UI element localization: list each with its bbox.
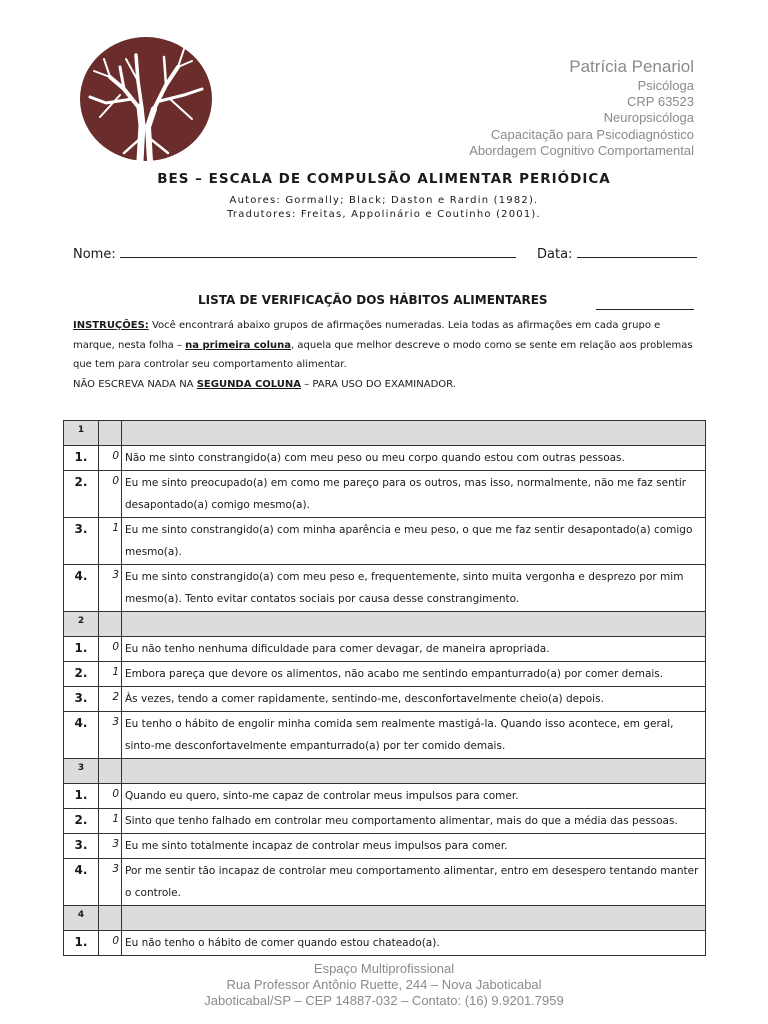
score-blank-line[interactable]: [596, 309, 694, 310]
statement-number[interactable]: 1.: [64, 931, 99, 956]
group-score-cell: [99, 612, 122, 637]
examiner-score: 3: [99, 565, 122, 612]
second-column-emphasis: SEGUNDA COLUNA: [196, 378, 302, 390]
statement-text: Embora pareça que devore os alimentos, não acabo me sentindo empanturrado(a) por comer demais.: [122, 662, 706, 687]
footer-line: Rua Professor Antônio Ruette, 244 – Nova Jaboticabal: [226, 977, 542, 992]
translators-line: Tradutores: Freitas, Appolinário e Coutinho (2001).: [227, 209, 541, 220]
group-text-cell: [122, 759, 706, 784]
header-line: CRP 63523: [627, 94, 694, 110]
statement-number[interactable]: 3.: [64, 687, 99, 712]
statement-text: Eu não tenho nenhuma dificuldade para comer devagar, de maneira apropriada.: [122, 637, 706, 662]
name-label: Nome:: [73, 247, 116, 262]
statement-text: Eu tenho o hábito de engolir minha comida sem realmente mastigá-la. Quando isso acontece, em geral, sinto-me desconfortavelmente empanturrado(a) por ter comido demais.: [122, 712, 706, 759]
authors-block: [0, 194, 768, 222]
footer-line: Espaço Multiprofissional: [313, 961, 455, 976]
name-field[interactable]: [73, 245, 516, 262]
header-line: Abordagem Cognitivo Comportamental: [469, 142, 694, 158]
statement-row[interactable]: [64, 712, 706, 759]
group-number: 1: [64, 421, 99, 446]
statement-row[interactable]: [64, 518, 706, 565]
group-header-row: [64, 421, 706, 446]
statement-number[interactable]: 1.: [64, 446, 99, 471]
examiner-score: 1: [99, 809, 122, 834]
statement-text: Eu me sinto totalmente incapaz de controlar meus impulsos para comer.: [122, 834, 706, 859]
statement-number[interactable]: 4.: [64, 565, 99, 612]
footer: [0, 961, 768, 1009]
statement-row[interactable]: [64, 662, 706, 687]
statement-row[interactable]: [64, 809, 706, 834]
footer-line: Jaboticabal/SP – CEP 14887-032 – Contato: (16) 9.9201.7959: [204, 993, 564, 1008]
group-header-row: [64, 759, 706, 784]
authors-line: Autores: Gormally; Black; Daston e Rardin (1982).: [229, 195, 539, 206]
statement-row[interactable]: [64, 834, 706, 859]
statement-text: Eu me sinto constrangido(a) com minha aparência e meu peso, o que me faz sentir desapontado(a) comigo mesmo(a).: [122, 518, 706, 565]
statement-number[interactable]: 2.: [64, 662, 99, 687]
professional-name: Patrícia Penariol: [569, 57, 694, 76]
group-score-cell: [99, 906, 122, 931]
examiner-score: 1: [99, 518, 122, 565]
examiner-score: 0: [99, 637, 122, 662]
statement-row[interactable]: [64, 565, 706, 612]
examiner-score: 3: [99, 712, 122, 759]
statement-text: Quando eu quero, sinto-me capaz de controlar meus impulsos para comer.: [122, 784, 706, 809]
statement-row[interactable]: [64, 859, 706, 906]
document-title: BES – ESCALA DE COMPULSÃO ALIMENTAR PERIÓDICA: [157, 171, 611, 187]
examiner-score: 0: [99, 471, 122, 518]
header-line: Psicóloga: [637, 78, 694, 93]
questionnaire-table: [63, 420, 706, 956]
statement-row[interactable]: [64, 637, 706, 662]
statement-row[interactable]: [64, 446, 706, 471]
examiner-score: 0: [99, 446, 122, 471]
statement-number[interactable]: 4.: [64, 712, 99, 759]
group-text-cell: [122, 421, 706, 446]
group-number: 3: [64, 759, 99, 784]
statement-number[interactable]: 2.: [64, 809, 99, 834]
tree-logo: [80, 37, 212, 161]
checklist-subtitle: LISTA DE VERIFICAÇÃO DOS HÁBITOS ALIMENTARES: [198, 293, 548, 307]
statement-number[interactable]: 2.: [64, 471, 99, 518]
statement-number[interactable]: 3.: [64, 834, 99, 859]
statement-number[interactable]: 3.: [64, 518, 99, 565]
statement-row[interactable]: [64, 784, 706, 809]
statement-row[interactable]: [64, 931, 706, 956]
examiner-score: 0: [99, 931, 122, 956]
statement-text: Não me sinto constrangido(a) com meu peso ou meu corpo quando estou com outras pessoas.: [122, 446, 706, 471]
name-blank-line[interactable]: [120, 245, 516, 258]
group-score-cell: [99, 759, 122, 784]
statement-text: Eu não tenho o hábito de comer quando estou chateado(a).: [122, 931, 706, 956]
statement-row[interactable]: [64, 471, 706, 518]
date-field[interactable]: [537, 245, 697, 262]
group-header-row: [64, 612, 706, 637]
instructions-emphasis: na primeira coluna: [185, 339, 292, 351]
group-text-cell: [122, 906, 706, 931]
statement-number[interactable]: 4.: [64, 859, 99, 906]
examiner-score: 0: [99, 784, 122, 809]
statement-number[interactable]: 1.: [64, 784, 99, 809]
group-number: 2: [64, 612, 99, 637]
instructions: INSTRUÇÕES: Você encontrará abaixo grupos de afirmações numeradas. Leia todas as afirmações em cada grupo e marque, nesta folha – na primeira coluna, aquela que melhor descreve o modo como se sente em relação aos problemas que tem para controlar seu comportamento alimentar. NÃO ESCREVA NADA NA SEGUNDA COLUNA – PARA USO DO EXAMINADOR.: [73, 320, 693, 390]
examiner-score: 1: [99, 662, 122, 687]
group-text-cell: [122, 612, 706, 637]
statement-text: Por me sentir tão incapaz de controlar meu comportamento alimentar, entro em desespero tentando manter o controle.: [122, 859, 706, 906]
date-label: Data:: [537, 247, 573, 262]
group-number: 4: [64, 906, 99, 931]
examiner-score: 3: [99, 834, 122, 859]
header-line: Capacitação para Psicodiagnóstico: [490, 126, 694, 142]
date-blank-line[interactable]: [577, 245, 697, 258]
statement-text: Às vezes, tendo a comer rapidamente, sentindo-me, desconfortavelmente cheio(a) depois.: [122, 687, 706, 712]
instructions-label: INSTRUÇÕES:: [73, 320, 149, 331]
professional-header: [469, 56, 694, 159]
examiner-score: 2: [99, 687, 122, 712]
statement-text: Eu me sinto constrangido(a) com meu peso e, frequentemente, sinto muita vergonha e desprezo por mim mesmo(a). Tento evitar contatos sociais por causa desse constrangimento.: [122, 565, 706, 612]
statement-number[interactable]: 1.: [64, 637, 99, 662]
statement-row[interactable]: [64, 687, 706, 712]
group-score-cell: [99, 421, 122, 446]
examiner-score: 3: [99, 859, 122, 906]
header-line: Neuropsicóloga: [603, 110, 694, 126]
statement-text: Eu me sinto preocupado(a) em como me pareço para os outros, mas isso, normalmente, não me faz sentir desapontado(a) comigo mesmo(a).: [122, 471, 706, 518]
group-header-row: [64, 906, 706, 931]
statement-text: Sinto que tenho falhado em controlar meu comportamento alimentar, mais do que a média das pessoas.: [122, 809, 706, 834]
